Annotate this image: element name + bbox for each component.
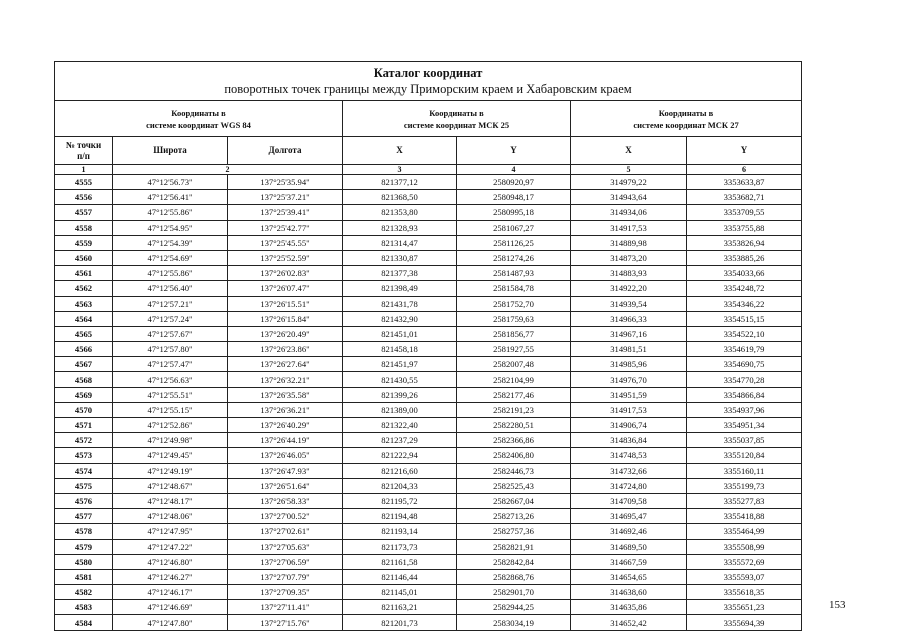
latitude-cell: 47°12'56.73" bbox=[113, 175, 228, 190]
table-row bbox=[55, 326, 802, 341]
latitude-cell: 47°12'48.67" bbox=[113, 478, 228, 493]
table-row bbox=[55, 250, 802, 265]
y-msk27-cell: 3353755,88 bbox=[687, 220, 802, 235]
latitude-cell: 47°12'46.69" bbox=[113, 600, 228, 615]
point-number-cell: 4565 bbox=[55, 326, 113, 341]
longitude-cell: 137°27'15.76" bbox=[228, 615, 343, 630]
system-wgs84-line1: Координаты в bbox=[171, 107, 226, 118]
longitude-cell: 137°27'06.59" bbox=[228, 554, 343, 569]
longitude-cell: 137°26'32.21" bbox=[228, 372, 343, 387]
x-msk25-cell: 821431,78 bbox=[343, 296, 457, 311]
longitude-cell: 137°26'07.47" bbox=[228, 281, 343, 296]
longitude-cell: 137°26'40.29" bbox=[228, 418, 343, 433]
longitude-cell: 137°26'36.21" bbox=[228, 402, 343, 417]
x-msk27-cell: 314934,06 bbox=[571, 205, 687, 220]
y-msk27-cell: 3355418,88 bbox=[687, 509, 802, 524]
table-row bbox=[55, 311, 802, 326]
table-row bbox=[55, 205, 802, 220]
x-msk27-cell: 314667,59 bbox=[571, 554, 687, 569]
y-msk25-cell: 2582821,91 bbox=[457, 539, 571, 554]
y-msk25-cell: 2582667,04 bbox=[457, 493, 571, 508]
point-number-cell: 4582 bbox=[55, 585, 113, 600]
y-msk27-cell: 3354033,66 bbox=[687, 266, 802, 281]
longitude-cell: 137°27'02.61" bbox=[228, 524, 343, 539]
longitude-cell: 137°26'20.49" bbox=[228, 326, 343, 341]
x-msk27-cell: 314689,50 bbox=[571, 539, 687, 554]
x-msk27-cell: 314635,86 bbox=[571, 600, 687, 615]
longitude-cell: 137°26'35.58" bbox=[228, 387, 343, 402]
latitude-cell: 47°12'46.17" bbox=[113, 585, 228, 600]
x-msk25-cell: 821458,18 bbox=[343, 342, 457, 357]
column-number-2: 2 bbox=[113, 165, 343, 175]
x-msk27-cell: 314943,64 bbox=[571, 190, 687, 205]
latitude-cell: 47°12'47.80" bbox=[113, 615, 228, 630]
x-msk25-cell: 821193,14 bbox=[343, 524, 457, 539]
y-msk27-cell: 3353826,94 bbox=[687, 235, 802, 250]
table-row bbox=[55, 448, 802, 463]
longitude-cell: 137°26'15.84" bbox=[228, 311, 343, 326]
y-msk25-cell: 2580948,17 bbox=[457, 190, 571, 205]
latitude-cell: 47°12'48.06" bbox=[113, 509, 228, 524]
point-number-cell: 4584 bbox=[55, 615, 113, 630]
point-number-cell: 4575 bbox=[55, 478, 113, 493]
systems-row bbox=[55, 101, 802, 137]
y-msk25-cell: 2582104,99 bbox=[457, 372, 571, 387]
table-row bbox=[55, 478, 802, 493]
table-row bbox=[55, 357, 802, 372]
system-msk25-line2: системе координат МСК 25 bbox=[403, 119, 510, 130]
table-row bbox=[55, 539, 802, 554]
x-msk27-cell: 314724,80 bbox=[571, 478, 687, 493]
x-msk25-cell: 821194,48 bbox=[343, 509, 457, 524]
latitude-cell: 47°12'55.51" bbox=[113, 387, 228, 402]
x-msk25-cell: 821201,73 bbox=[343, 615, 457, 630]
x-msk25-cell: 821173,73 bbox=[343, 539, 457, 554]
column-header-row bbox=[55, 137, 802, 165]
system-wgs84-line2: системе координат WGS 84 bbox=[146, 119, 251, 130]
catalog-title: Каталог координат bbox=[373, 66, 483, 80]
table-row bbox=[55, 372, 802, 387]
table-row bbox=[55, 463, 802, 478]
point-number-cell: 4569 bbox=[55, 387, 113, 402]
y-msk25-cell: 2582446,73 bbox=[457, 463, 571, 478]
table-row bbox=[55, 235, 802, 250]
x-msk27-cell: 314917,53 bbox=[571, 220, 687, 235]
x-msk27-cell: 314695,47 bbox=[571, 509, 687, 524]
system-msk27-line2: системе координат МСК 27 bbox=[633, 119, 739, 130]
x-msk25-cell: 821399,26 bbox=[343, 387, 457, 402]
column-number-row bbox=[55, 165, 802, 175]
x-msk27-cell: 314748,53 bbox=[571, 448, 687, 463]
x-msk27-cell: 314976,70 bbox=[571, 372, 687, 387]
x-msk27-cell: 314883,93 bbox=[571, 266, 687, 281]
table-row bbox=[55, 433, 802, 448]
x-msk25-cell: 821430,55 bbox=[343, 372, 457, 387]
y-msk27-cell: 3354951,34 bbox=[687, 418, 802, 433]
y-msk25-cell: 2582191,23 bbox=[457, 402, 571, 417]
latitude-cell: 47°12'56.40" bbox=[113, 281, 228, 296]
longitude-cell: 137°27'11.41" bbox=[228, 600, 343, 615]
table-row bbox=[55, 281, 802, 296]
point-number-cell: 4564 bbox=[55, 311, 113, 326]
x-msk27-cell: 314981,51 bbox=[571, 342, 687, 357]
x-msk27-cell: 314709,58 bbox=[571, 493, 687, 508]
column-header-latitude: Широта bbox=[113, 137, 228, 165]
point-number-cell: 4576 bbox=[55, 493, 113, 508]
longitude-cell: 137°27'05.63" bbox=[228, 539, 343, 554]
y-msk25-cell: 2581487,93 bbox=[457, 266, 571, 281]
latitude-cell: 47°12'56.63" bbox=[113, 372, 228, 387]
longitude-cell: 137°25'39.41" bbox=[228, 205, 343, 220]
y-msk25-cell: 2582280,51 bbox=[457, 418, 571, 433]
table-row bbox=[55, 418, 802, 433]
y-msk27-cell: 3354248,72 bbox=[687, 281, 802, 296]
column-number-4: 4 bbox=[457, 165, 571, 175]
longitude-cell: 137°27'00.52" bbox=[228, 509, 343, 524]
table-row bbox=[55, 615, 802, 630]
title-row bbox=[55, 62, 802, 101]
latitude-cell: 47°12'57.80" bbox=[113, 342, 228, 357]
y-msk25-cell: 2582713,26 bbox=[457, 509, 571, 524]
latitude-cell: 47°12'49.45" bbox=[113, 448, 228, 463]
y-msk25-cell: 2582868,76 bbox=[457, 569, 571, 584]
latitude-cell: 47°12'54.95" bbox=[113, 220, 228, 235]
y-msk25-cell: 2581752,70 bbox=[457, 296, 571, 311]
y-msk27-cell: 3355694,39 bbox=[687, 615, 802, 630]
table-row bbox=[55, 554, 802, 569]
table-row bbox=[55, 175, 802, 190]
system-wgs84-header bbox=[55, 101, 343, 137]
table-row bbox=[55, 402, 802, 417]
point-number-cell: 4570 bbox=[55, 402, 113, 417]
table-row bbox=[55, 509, 802, 524]
y-msk27-cell: 3353682,71 bbox=[687, 190, 802, 205]
x-msk25-cell: 821145,01 bbox=[343, 585, 457, 600]
latitude-cell: 47°12'57.21" bbox=[113, 296, 228, 311]
y-msk27-cell: 3354522,10 bbox=[687, 326, 802, 341]
longitude-cell: 137°27'09.35" bbox=[228, 585, 343, 600]
point-number-cell: 4577 bbox=[55, 509, 113, 524]
x-msk27-cell: 314654,65 bbox=[571, 569, 687, 584]
point-number-cell: 4568 bbox=[55, 372, 113, 387]
latitude-cell: 47°12'55.86" bbox=[113, 205, 228, 220]
x-msk25-cell: 821398,49 bbox=[343, 281, 457, 296]
point-number-cell: 4572 bbox=[55, 433, 113, 448]
longitude-cell: 137°27'07.79" bbox=[228, 569, 343, 584]
system-msk25-line1: Координаты в bbox=[429, 107, 484, 118]
point-number-cell: 4557 bbox=[55, 205, 113, 220]
x-msk25-cell: 821146,44 bbox=[343, 569, 457, 584]
x-msk25-cell: 821377,12 bbox=[343, 175, 457, 190]
x-msk27-cell: 314906,74 bbox=[571, 418, 687, 433]
y-msk25-cell: 2582366,86 bbox=[457, 433, 571, 448]
x-msk25-cell: 821389,00 bbox=[343, 402, 457, 417]
latitude-cell: 47°12'52.86" bbox=[113, 418, 228, 433]
column-header-longitude: Долгота bbox=[228, 137, 343, 165]
page-number: 153 bbox=[829, 599, 846, 611]
y-msk25-cell: 2582944,25 bbox=[457, 600, 571, 615]
y-msk25-cell: 2581126,25 bbox=[457, 235, 571, 250]
column-header-point-line1: № точки bbox=[65, 139, 102, 150]
y-msk27-cell: 3355651,23 bbox=[687, 600, 802, 615]
x-msk27-cell: 314873,20 bbox=[571, 250, 687, 265]
x-msk27-cell: 314951,59 bbox=[571, 387, 687, 402]
y-msk25-cell: 2583034,19 bbox=[457, 615, 571, 630]
y-msk27-cell: 3355572,69 bbox=[687, 554, 802, 569]
x-msk25-cell: 821330,87 bbox=[343, 250, 457, 265]
x-msk25-cell: 821377,38 bbox=[343, 266, 457, 281]
column-header-y-msk25: Y bbox=[457, 137, 571, 165]
longitude-cell: 137°25'45.55" bbox=[228, 235, 343, 250]
catalog-table bbox=[54, 61, 802, 631]
y-msk27-cell: 3354690,75 bbox=[687, 357, 802, 372]
title-cell bbox=[55, 62, 802, 101]
longitude-cell: 137°26'27.64" bbox=[228, 357, 343, 372]
x-msk27-cell: 314732,66 bbox=[571, 463, 687, 478]
point-number-cell: 4578 bbox=[55, 524, 113, 539]
y-msk27-cell: 3355199,73 bbox=[687, 478, 802, 493]
longitude-cell: 137°26'58.33" bbox=[228, 493, 343, 508]
table-row bbox=[55, 190, 802, 205]
point-number-cell: 4567 bbox=[55, 357, 113, 372]
coordinate-catalog bbox=[54, 61, 801, 631]
system-msk27-line1: Координаты в bbox=[658, 107, 714, 118]
x-msk27-cell: 314967,16 bbox=[571, 326, 687, 341]
y-msk25-cell: 2582406,80 bbox=[457, 448, 571, 463]
y-msk27-cell: 3355618,35 bbox=[687, 585, 802, 600]
y-msk27-cell: 3353633,87 bbox=[687, 175, 802, 190]
point-number-cell: 4566 bbox=[55, 342, 113, 357]
latitude-cell: 47°12'47.95" bbox=[113, 524, 228, 539]
x-msk25-cell: 821216,60 bbox=[343, 463, 457, 478]
x-msk27-cell: 314966,33 bbox=[571, 311, 687, 326]
x-msk25-cell: 821163,21 bbox=[343, 600, 457, 615]
x-msk25-cell: 821314,47 bbox=[343, 235, 457, 250]
y-msk27-cell: 3355120,84 bbox=[687, 448, 802, 463]
longitude-cell: 137°25'37.21" bbox=[228, 190, 343, 205]
x-msk25-cell: 821451,97 bbox=[343, 357, 457, 372]
table-row bbox=[55, 585, 802, 600]
point-number-cell: 4561 bbox=[55, 266, 113, 281]
y-msk27-cell: 3355593,07 bbox=[687, 569, 802, 584]
point-number-cell: 4573 bbox=[55, 448, 113, 463]
x-msk27-cell: 314889,98 bbox=[571, 235, 687, 250]
point-number-cell: 4571 bbox=[55, 418, 113, 433]
x-msk27-cell: 314652,42 bbox=[571, 615, 687, 630]
y-msk25-cell: 2582007,48 bbox=[457, 357, 571, 372]
x-msk25-cell: 821322,40 bbox=[343, 418, 457, 433]
table-row bbox=[55, 387, 802, 402]
y-msk25-cell: 2582842,84 bbox=[457, 554, 571, 569]
y-msk27-cell: 3354619,79 bbox=[687, 342, 802, 357]
longitude-cell: 137°26'51.64" bbox=[228, 478, 343, 493]
table-row bbox=[55, 266, 802, 281]
x-msk25-cell: 821161,58 bbox=[343, 554, 457, 569]
latitude-cell: 47°12'57.24" bbox=[113, 311, 228, 326]
x-msk27-cell: 314917,53 bbox=[571, 402, 687, 417]
point-number-cell: 4562 bbox=[55, 281, 113, 296]
x-msk25-cell: 821204,33 bbox=[343, 478, 457, 493]
x-msk25-cell: 821237,29 bbox=[343, 433, 457, 448]
latitude-cell: 47°12'46.80" bbox=[113, 554, 228, 569]
x-msk25-cell: 821328,93 bbox=[343, 220, 457, 235]
y-msk27-cell: 3355277,83 bbox=[687, 493, 802, 508]
latitude-cell: 47°12'46.27" bbox=[113, 569, 228, 584]
column-header-x-msk27: X bbox=[571, 137, 687, 165]
latitude-cell: 47°12'57.47" bbox=[113, 357, 228, 372]
column-number-3: 3 bbox=[343, 165, 457, 175]
point-number-cell: 4559 bbox=[55, 235, 113, 250]
table-row bbox=[55, 524, 802, 539]
latitude-cell: 47°12'56.41" bbox=[113, 190, 228, 205]
y-msk25-cell: 2582901,70 bbox=[457, 585, 571, 600]
longitude-cell: 137°26'44.19" bbox=[228, 433, 343, 448]
x-msk25-cell: 821451,01 bbox=[343, 326, 457, 341]
x-msk25-cell: 821222,94 bbox=[343, 448, 457, 463]
point-number-cell: 4574 bbox=[55, 463, 113, 478]
y-msk27-cell: 3354515,15 bbox=[687, 311, 802, 326]
y-msk25-cell: 2581856,77 bbox=[457, 326, 571, 341]
y-msk27-cell: 3353709,55 bbox=[687, 205, 802, 220]
point-number-cell: 4579 bbox=[55, 539, 113, 554]
longitude-cell: 137°26'02.83" bbox=[228, 266, 343, 281]
longitude-cell: 137°25'35.94" bbox=[228, 175, 343, 190]
table-row bbox=[55, 600, 802, 615]
column-header-point-line2: п/п bbox=[77, 150, 90, 161]
column-header-y-msk27: Y bbox=[687, 137, 802, 165]
y-msk27-cell: 3354346,22 bbox=[687, 296, 802, 311]
catalog-subtitle: поворотных точек границы между Приморским краем и Хабаровским краем bbox=[224, 82, 632, 96]
point-number-cell: 4580 bbox=[55, 554, 113, 569]
longitude-cell: 137°25'42.77" bbox=[228, 220, 343, 235]
y-msk27-cell: 3354770,28 bbox=[687, 372, 802, 387]
table-row bbox=[55, 220, 802, 235]
column-number-6: 6 bbox=[687, 165, 802, 175]
y-msk27-cell: 3355508,99 bbox=[687, 539, 802, 554]
point-number-cell: 4560 bbox=[55, 250, 113, 265]
column-number-5: 5 bbox=[571, 165, 687, 175]
longitude-cell: 137°26'47.93" bbox=[228, 463, 343, 478]
point-number-cell: 4583 bbox=[55, 600, 113, 615]
y-msk27-cell: 3354937,96 bbox=[687, 402, 802, 417]
y-msk25-cell: 2581759,63 bbox=[457, 311, 571, 326]
point-number-cell: 4556 bbox=[55, 190, 113, 205]
latitude-cell: 47°12'48.17" bbox=[113, 493, 228, 508]
table-row bbox=[55, 493, 802, 508]
y-msk27-cell: 3354866,84 bbox=[687, 387, 802, 402]
table-row bbox=[55, 342, 802, 357]
table-row bbox=[55, 296, 802, 311]
y-msk25-cell: 2580920,97 bbox=[457, 175, 571, 190]
x-msk27-cell: 314836,84 bbox=[571, 433, 687, 448]
longitude-cell: 137°26'15.51" bbox=[228, 296, 343, 311]
latitude-cell: 47°12'55.15" bbox=[113, 402, 228, 417]
x-msk25-cell: 821353,80 bbox=[343, 205, 457, 220]
point-number-cell: 4563 bbox=[55, 296, 113, 311]
x-msk27-cell: 314979,22 bbox=[571, 175, 687, 190]
longitude-cell: 137°25'52.59" bbox=[228, 250, 343, 265]
longitude-cell: 137°26'46.05" bbox=[228, 448, 343, 463]
y-msk27-cell: 3355464,99 bbox=[687, 524, 802, 539]
y-msk27-cell: 3355160,11 bbox=[687, 463, 802, 478]
latitude-cell: 47°12'49.98" bbox=[113, 433, 228, 448]
point-number-cell: 4555 bbox=[55, 175, 113, 190]
x-msk25-cell: 821368,50 bbox=[343, 190, 457, 205]
y-msk25-cell: 2581927,55 bbox=[457, 342, 571, 357]
y-msk25-cell: 2582177,46 bbox=[457, 387, 571, 402]
x-msk27-cell: 314692,46 bbox=[571, 524, 687, 539]
y-msk25-cell: 2581274,26 bbox=[457, 250, 571, 265]
table-row bbox=[55, 569, 802, 584]
y-msk27-cell: 3355037,85 bbox=[687, 433, 802, 448]
x-msk25-cell: 821195,72 bbox=[343, 493, 457, 508]
x-msk27-cell: 314939,54 bbox=[571, 296, 687, 311]
latitude-cell: 47°12'55.86" bbox=[113, 266, 228, 281]
x-msk27-cell: 314985,96 bbox=[571, 357, 687, 372]
system-msk25-header bbox=[343, 101, 571, 137]
y-msk25-cell: 2580995,18 bbox=[457, 205, 571, 220]
x-msk27-cell: 314922,20 bbox=[571, 281, 687, 296]
point-number-cell: 4581 bbox=[55, 569, 113, 584]
y-msk25-cell: 2581584,78 bbox=[457, 281, 571, 296]
y-msk25-cell: 2582525,43 bbox=[457, 478, 571, 493]
y-msk25-cell: 2582757,36 bbox=[457, 524, 571, 539]
longitude-cell: 137°26'23.86" bbox=[228, 342, 343, 357]
column-header-x-msk25: X bbox=[343, 137, 457, 165]
column-header-point bbox=[55, 137, 113, 165]
latitude-cell: 47°12'49.19" bbox=[113, 463, 228, 478]
latitude-cell: 47°12'54.69" bbox=[113, 250, 228, 265]
latitude-cell: 47°12'47.22" bbox=[113, 539, 228, 554]
y-msk27-cell: 3353885,26 bbox=[687, 250, 802, 265]
x-msk27-cell: 314638,60 bbox=[571, 585, 687, 600]
point-number-cell: 4558 bbox=[55, 220, 113, 235]
x-msk25-cell: 821432,90 bbox=[343, 311, 457, 326]
latitude-cell: 47°12'57.67" bbox=[113, 326, 228, 341]
y-msk25-cell: 2581067,27 bbox=[457, 220, 571, 235]
column-number-1: 1 bbox=[55, 165, 113, 175]
system-msk27-header bbox=[571, 101, 802, 137]
latitude-cell: 47°12'54.39" bbox=[113, 235, 228, 250]
